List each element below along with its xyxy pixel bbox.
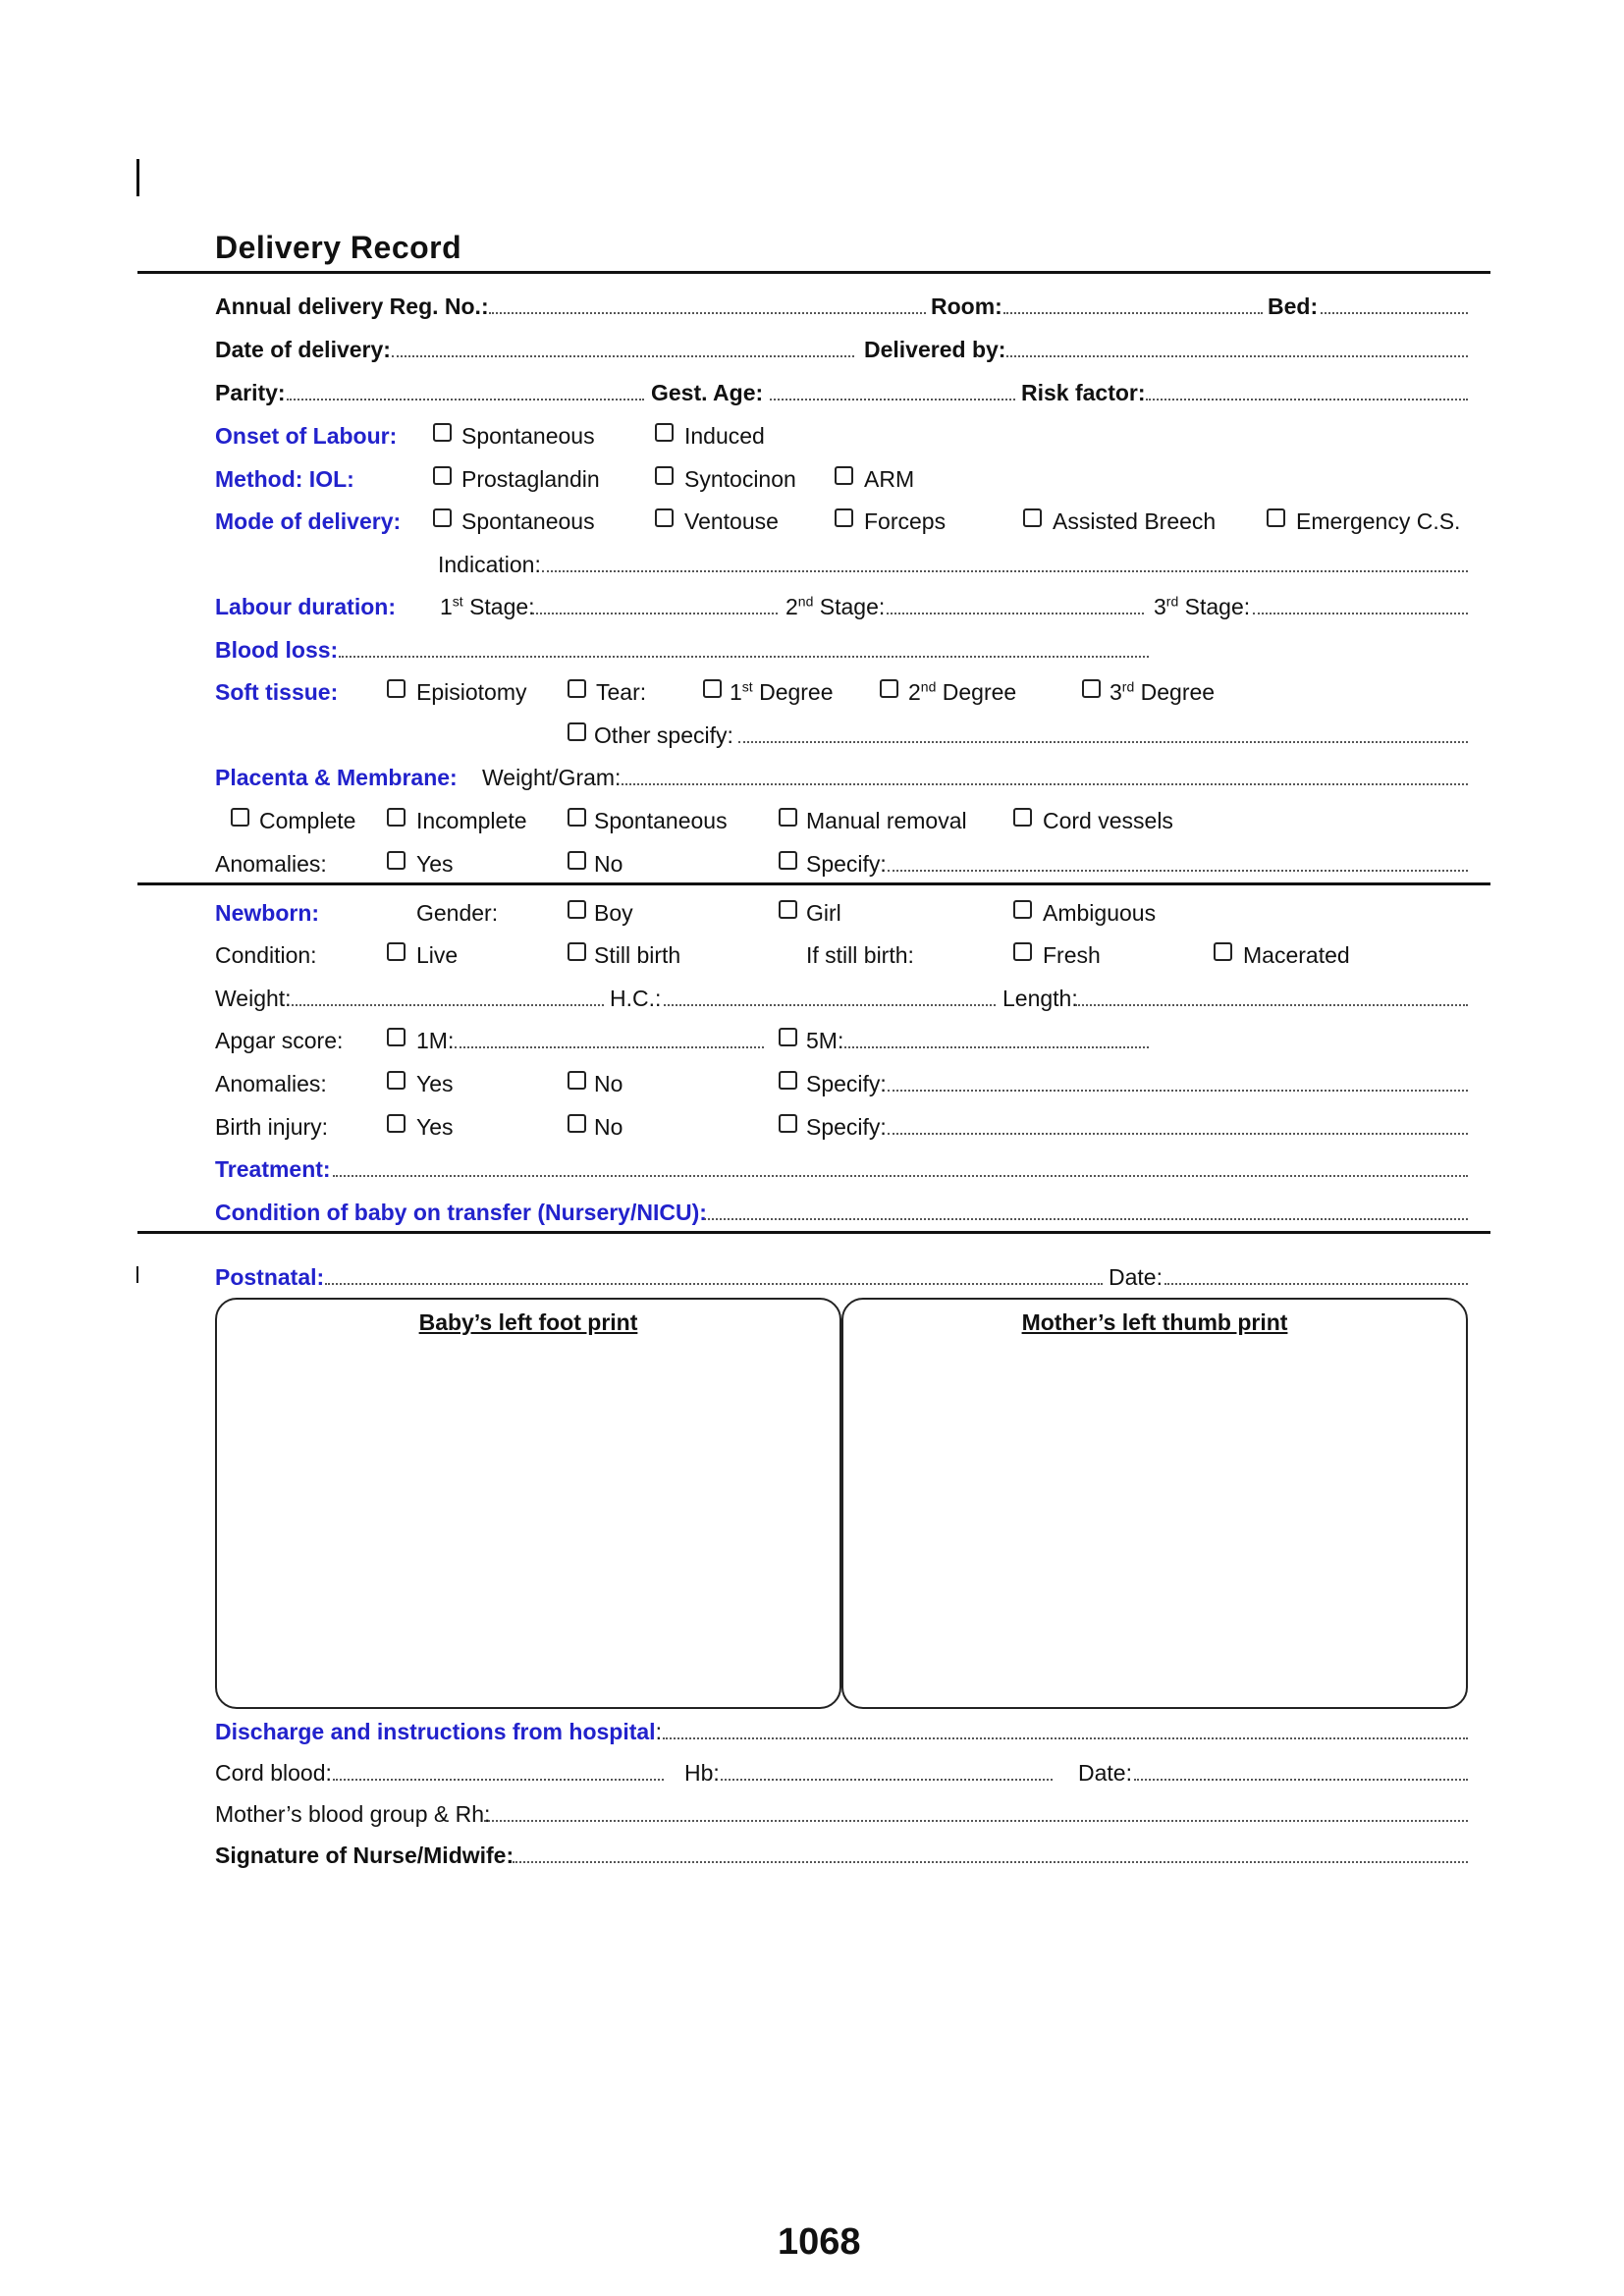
other-specify-label: Other specify: (594, 722, 733, 748)
gender-label: Gender: (416, 900, 499, 926)
risk-factor-field[interactable] (1146, 399, 1468, 400)
newborn-anomalies-specify-field[interactable] (888, 1090, 1468, 1092)
gest-age-field[interactable] (770, 399, 1015, 400)
onset-induced-checkbox[interactable] (655, 423, 674, 442)
placenta-anomalies-yes-label: Yes (416, 851, 454, 877)
cord-blood-label: Cord blood: (215, 1760, 332, 1786)
reg-no-field[interactable] (489, 312, 926, 314)
placenta-specify-label: Specify: (806, 851, 887, 877)
mode-of-delivery-label: Mode of delivery: (215, 508, 402, 534)
apgar-5m-field[interactable] (844, 1046, 1149, 1048)
gender-ambiguous-checkbox[interactable] (1013, 900, 1032, 919)
mode-ventouse-checkbox[interactable] (655, 508, 674, 527)
treatment-field[interactable] (333, 1175, 1468, 1177)
birth-injury-specify-checkbox[interactable] (779, 1114, 797, 1133)
first-degree-label: 1st Degree (730, 678, 834, 705)
gender-boy-checkbox[interactable] (568, 900, 586, 919)
discharge-label (215, 1718, 662, 1745)
discharge-label-colon: : (655, 1719, 662, 1744)
soft-tissue-label: Soft tissue: (215, 679, 339, 705)
mother-thumb-print-title: Mother’s left thumb print (1021, 1309, 1288, 1335)
newborn-anomalies-no-checkbox[interactable] (568, 1071, 586, 1090)
iol-arm-checkbox[interactable] (835, 466, 853, 485)
birth-injury-no-label: No (594, 1114, 623, 1140)
placenta-specify-checkbox[interactable] (779, 851, 797, 870)
mode-emergency-cs-checkbox[interactable] (1267, 508, 1285, 527)
parity-field[interactable] (287, 399, 644, 400)
iol-prostaglandin-checkbox[interactable] (433, 466, 452, 485)
condition-live-checkbox[interactable] (387, 942, 406, 961)
margin-mark-postnatal (136, 1266, 138, 1283)
newborn-anomalies-no-label: No (594, 1071, 623, 1096)
hc-field[interactable] (664, 1004, 996, 1006)
date-of-delivery-field[interactable] (392, 355, 854, 357)
placenta-cord-vessels-label: Cord vessels (1043, 808, 1173, 833)
gender-girl-label: Girl (806, 900, 841, 926)
placenta-complete-checkbox[interactable] (231, 808, 249, 827)
placenta-spontaneous-label: Spontaneous (594, 808, 728, 833)
mode-assisted-breech-checkbox[interactable] (1023, 508, 1042, 527)
placenta-anomalies-no-checkbox[interactable] (568, 851, 586, 870)
discharge-date-label: Date: (1078, 1760, 1132, 1786)
placenta-anomalies-no-label: No (594, 851, 623, 877)
placenta-anomalies-yes-checkbox[interactable] (387, 851, 406, 870)
signature-field[interactable] (513, 1861, 1468, 1863)
birth-injury-specify-label: Specify: (806, 1114, 887, 1140)
newborn-anomalies-specify-checkbox[interactable] (779, 1071, 797, 1090)
second-stage-field[interactable] (887, 613, 1144, 614)
gender-girl-checkbox[interactable] (779, 900, 797, 919)
mode-spontaneous-checkbox[interactable] (433, 508, 452, 527)
parity-label: Parity: (215, 380, 286, 405)
tear-label: Tear: (596, 679, 647, 705)
still-birth-fresh-checkbox[interactable] (1013, 942, 1032, 961)
iol-prostaglandin-label: Prostaglandin (461, 466, 600, 492)
other-specify-field[interactable] (738, 741, 1468, 743)
indication-label: Indication: (438, 552, 541, 577)
mode-forceps-label: Forceps (864, 508, 947, 534)
postnatal-divider (137, 1231, 1490, 1234)
mode-forceps-checkbox[interactable] (835, 508, 853, 527)
mode-assisted-breech-label: Assisted Breech (1053, 508, 1217, 534)
birth-injury-yes-checkbox[interactable] (387, 1114, 406, 1133)
newborn-anomalies-yes-label: Yes (416, 1071, 454, 1096)
mode-ventouse-label: Ventouse (684, 508, 779, 534)
margin-mark-top (136, 159, 139, 196)
still-birth-macerated-label: Macerated (1243, 942, 1350, 968)
postnatal-field[interactable] (325, 1283, 1103, 1285)
date-of-delivery-label: Date of delivery: (215, 337, 391, 362)
apgar-1m-checkbox[interactable] (387, 1028, 406, 1046)
delivered-by-field[interactable] (1006, 355, 1468, 357)
third-degree-checkbox[interactable] (1082, 679, 1101, 698)
third-stage-label: 3rd Stage: (1154, 593, 1251, 619)
mother-thumb-print-box[interactable] (841, 1298, 1468, 1709)
birth-injury-no-checkbox[interactable] (568, 1114, 586, 1133)
mode-emergency-cs-label: Emergency C.S. (1296, 508, 1461, 534)
postnatal-date-label: Date: (1109, 1264, 1163, 1290)
hb-label: Hb: (684, 1760, 720, 1786)
postnatal-date-field[interactable] (1164, 1283, 1468, 1285)
transfer-condition-label: Condition of baby on transfer (Nursery/NICU): (215, 1200, 707, 1225)
apgar-1m-field[interactable] (455, 1046, 764, 1048)
condition-label: Condition: (215, 942, 317, 968)
condition-still-birth-checkbox[interactable] (568, 942, 586, 961)
placenta-specify-field[interactable] (888, 870, 1468, 872)
apgar-score-label: Apgar score: (215, 1028, 344, 1053)
length-label: Length: (1002, 986, 1078, 1011)
gest-age-label: Gest. Age: (651, 380, 764, 405)
blood-loss-field[interactable] (339, 656, 1149, 658)
third-stage-field[interactable] (1253, 613, 1468, 614)
cord-blood-field[interactable] (333, 1779, 664, 1781)
newborn-anomalies-label: Anomalies: (215, 1071, 327, 1096)
room-field[interactable] (1003, 312, 1263, 314)
discharge-date-field[interactable] (1134, 1779, 1468, 1781)
second-stage-label: 2nd Stage: (785, 593, 886, 619)
page-title: Delivery Record (215, 230, 462, 265)
placenta-incomplete-label: Incomplete (416, 808, 527, 833)
iol-syntocinon-label: Syntocinon (684, 466, 796, 492)
second-degree-checkbox[interactable] (880, 679, 898, 698)
placenta-manual-removal-checkbox[interactable] (779, 808, 797, 827)
blood-group-label: Mother’s blood group & Rh: (215, 1801, 491, 1827)
third-degree-label: 3rd Degree (1110, 678, 1216, 705)
discharge-label-text: Discharge and instructions from hospital (215, 1719, 656, 1744)
newborn-anomalies-specify-label: Specify: (806, 1071, 887, 1096)
second-degree-label: 2nd Degree (908, 678, 1017, 705)
placenta-spontaneous-checkbox[interactable] (568, 808, 586, 827)
newborn-label: Newborn: (215, 900, 320, 926)
baby-foot-print-box[interactable] (215, 1298, 841, 1709)
tear-checkbox[interactable] (568, 679, 586, 698)
first-degree-checkbox[interactable] (703, 679, 722, 698)
onset-spontaneous-checkbox[interactable] (433, 423, 452, 442)
placenta-manual-removal-label: Manual removal (806, 808, 967, 833)
onset-of-labour-label: Onset of Labour: (215, 423, 398, 449)
apgar-5m-label: 5M: (806, 1028, 844, 1053)
onset-spontaneous-label: Spontaneous (461, 423, 595, 449)
placenta-weight-field[interactable] (622, 783, 1468, 785)
apgar-5m-checkbox[interactable] (779, 1028, 797, 1046)
bed-label: Bed: (1268, 294, 1319, 319)
first-stage-field[interactable] (532, 613, 778, 614)
hb-field[interactable] (721, 1779, 1053, 1781)
onset-induced-label: Induced (684, 423, 765, 449)
apgar-1m-label: 1M: (416, 1028, 455, 1053)
weight-label: Weight: (215, 986, 292, 1011)
still-birth-fresh-label: Fresh (1043, 942, 1101, 968)
blood-loss-label: Blood loss: (215, 637, 339, 663)
episiotomy-label: Episiotomy (416, 679, 527, 705)
delivered-by-label: Delivered by: (864, 337, 1006, 362)
title-divider (137, 271, 1490, 274)
if-still-birth-label: If still birth: (806, 942, 914, 968)
condition-live-label: Live (416, 942, 459, 968)
page-number: 1068 (778, 2221, 861, 2263)
mode-spontaneous-label: Spontaneous (461, 508, 595, 534)
iol-arm-label: ARM (864, 466, 915, 492)
newborn-divider (137, 882, 1490, 885)
first-stage-label: 1st Stage: (440, 593, 535, 619)
gender-boy-label: Boy (594, 900, 633, 926)
labour-duration-label: Labour duration: (215, 594, 396, 619)
placenta-weight-label: Weight/Gram: (482, 765, 622, 790)
signature-label: Signature of Nurse/Midwife: (215, 1842, 514, 1868)
room-label: Room: (931, 294, 1002, 319)
placenta-anomalies-label: Anomalies: (215, 851, 327, 877)
method-iol-label: Method: IOL: (215, 466, 354, 492)
condition-still-birth-label: Still birth (594, 942, 681, 968)
bed-field[interactable] (1321, 312, 1468, 314)
placenta-cord-vessels-checkbox[interactable] (1013, 808, 1032, 827)
treatment-label: Treatment: (215, 1156, 331, 1182)
indication-field[interactable] (542, 570, 1468, 572)
postnatal-label: Postnatal: (215, 1264, 325, 1290)
still-birth-macerated-checkbox[interactable] (1214, 942, 1232, 961)
birth-injury-yes-label: Yes (416, 1114, 454, 1140)
blood-group-field[interactable] (484, 1820, 1468, 1822)
birth-injury-label: Birth injury: (215, 1114, 329, 1140)
risk-factor-label: Risk factor: (1021, 380, 1146, 405)
iol-syntocinon-checkbox[interactable] (655, 466, 674, 485)
hc-label: H.C.: (610, 986, 662, 1011)
placenta-incomplete-checkbox[interactable] (387, 808, 406, 827)
reg-no-label: Annual delivery Reg. No.: (215, 294, 489, 319)
discharge-field[interactable] (663, 1737, 1468, 1739)
placenta-complete-label: Complete (259, 808, 356, 833)
other-specify-checkbox[interactable] (568, 722, 586, 741)
length-field[interactable] (1075, 1004, 1468, 1006)
episiotomy-checkbox[interactable] (387, 679, 406, 698)
baby-foot-print-title: Baby’s left foot print (418, 1309, 638, 1335)
weight-field[interactable] (292, 1004, 604, 1006)
newborn-anomalies-yes-checkbox[interactable] (387, 1071, 406, 1090)
gender-ambiguous-label: Ambiguous (1043, 900, 1157, 926)
placenta-membrane-label: Placenta & Membrane: (215, 765, 458, 790)
transfer-condition-field[interactable] (704, 1218, 1468, 1220)
birth-injury-specify-field[interactable] (888, 1133, 1468, 1135)
